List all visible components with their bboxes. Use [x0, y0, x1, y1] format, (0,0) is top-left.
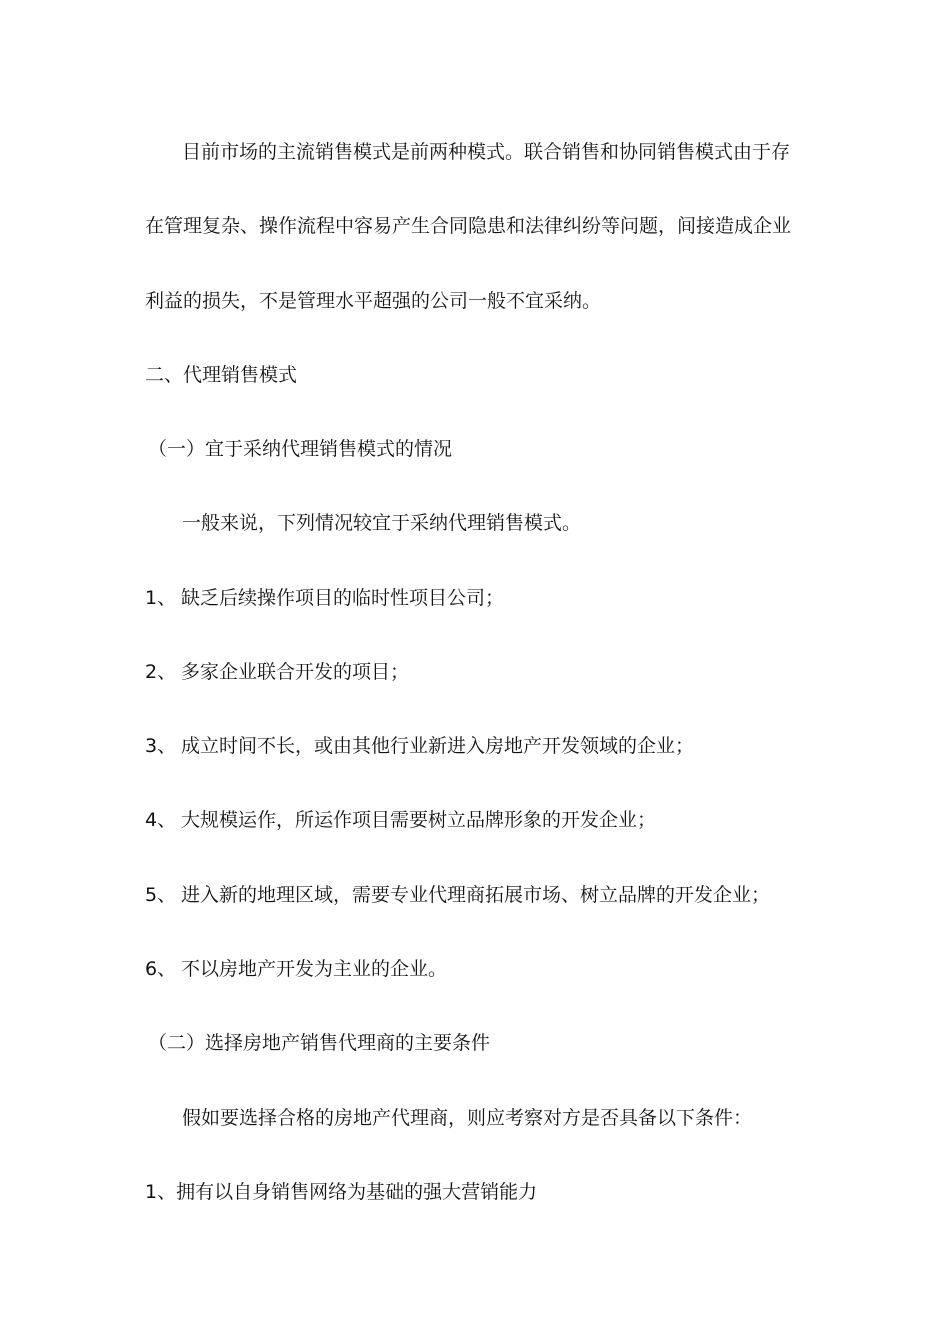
paragraph-line: 目前市场的主流销售模式是前两种模式。联合销售和协同销售模式由于存: [182, 141, 791, 163]
list-item-number: 2、: [145, 661, 177, 683]
subsection-heading: （二）选择房地产销售代理商的主要条件: [148, 1032, 491, 1054]
section-heading: 二、代理销售模式: [145, 364, 298, 386]
subsection-heading: （一）宜于采纳代理销售模式的情况: [148, 438, 453, 460]
list-item-number: 5、: [145, 884, 177, 906]
condition-item: 1、拥有以自身销售网络为基础的强大营销能力: [145, 1181, 538, 1203]
paragraph-intro: 一般来说，下列情况较宜于采纳代理销售模式。: [182, 512, 582, 534]
list-item-text: 多家企业联合开发的项目；: [181, 661, 410, 683]
list-item: [145, 659, 805, 685]
list-item-number: 4、: [145, 809, 177, 831]
list-item-text: 不以房地产开发为主业的企业。: [181, 958, 448, 980]
list-item: [145, 882, 805, 908]
paragraph-line: 利益的损失，不是管理水平超强的公司一般不宜采纳。: [145, 290, 602, 312]
list-item: [145, 956, 805, 982]
list-item-number: 3、: [145, 735, 177, 757]
list-item: [145, 585, 805, 611]
paragraph-intro: 假如要选择合格的房地产代理商，则应考察对方是否具备以下条件：: [182, 1107, 753, 1129]
list-item-text: 缺乏后续操作项目的临时性项目公司；: [181, 587, 505, 609]
list-item-text: 进入新的地理区域，需要专业代理商拓展市场、树立品牌的开发企业；: [181, 884, 771, 906]
list-item: [145, 733, 805, 759]
paragraph-line: 在管理复杂、操作流程中容易产生合同隐患和法律纠纷等问题，间接造成企业: [145, 215, 792, 237]
list-item-number: 6、: [145, 958, 177, 980]
list-item-text: 成立时间不长，或由其他行业新进入房地产开发领域的企业；: [181, 735, 695, 757]
list-item-number: 1、: [145, 587, 177, 609]
list-item: [145, 807, 805, 833]
list-item-text: 大规模运作，所运作项目需要树立品牌形象的开发企业；: [181, 809, 657, 831]
